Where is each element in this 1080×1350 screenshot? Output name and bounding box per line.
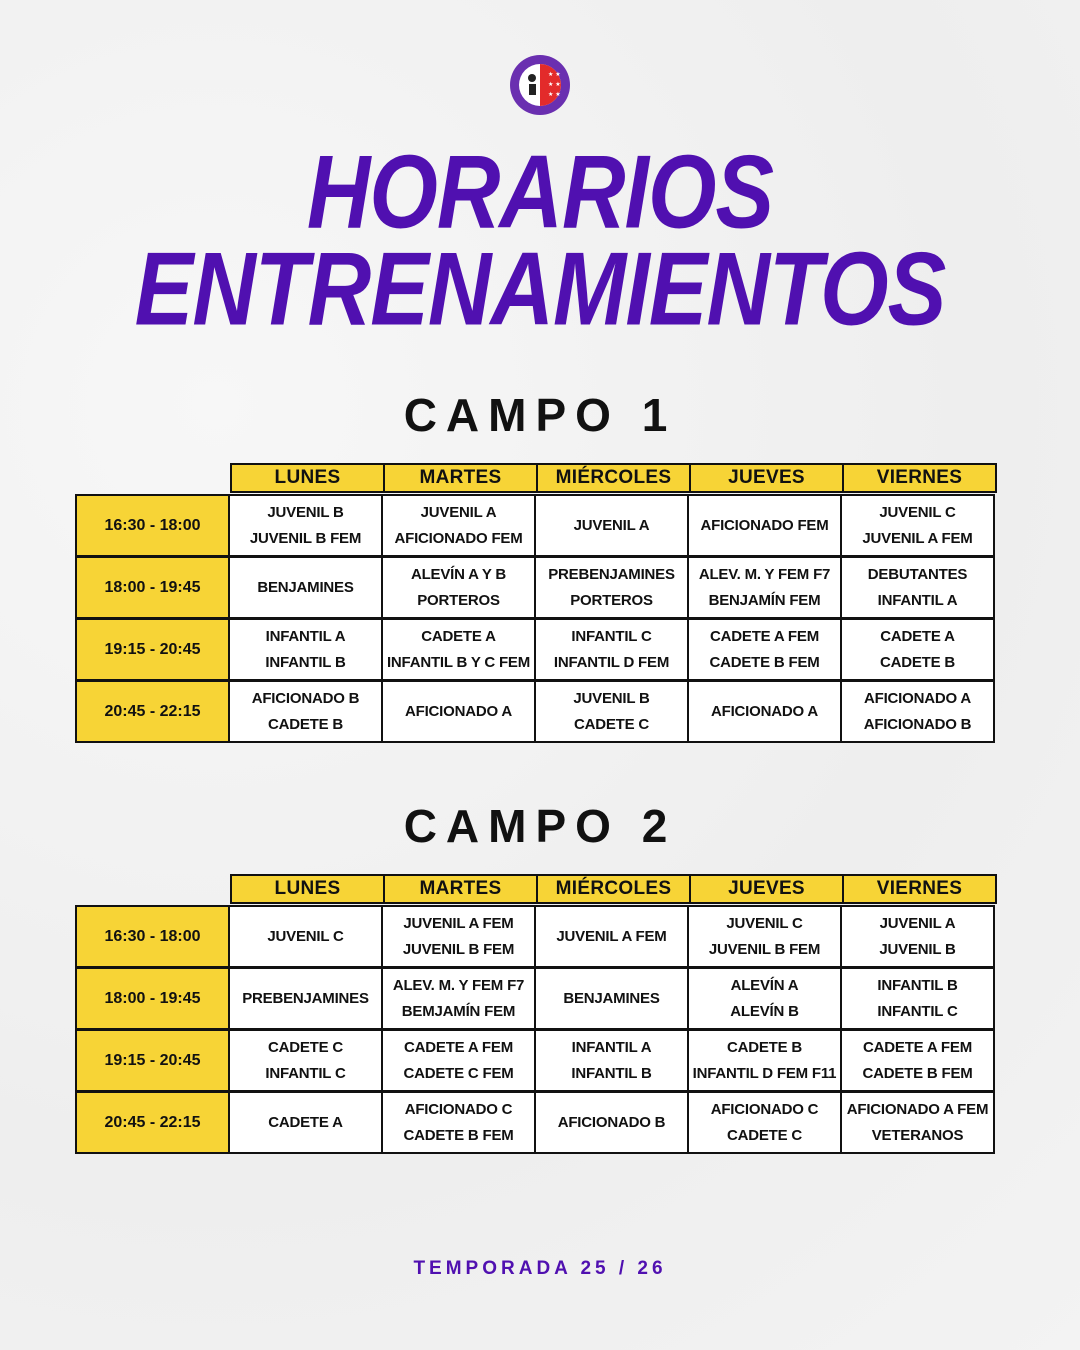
schedule-cell [840,556,995,619]
schedule-cell [840,1091,995,1154]
team-name: INFANTIL C [877,1002,958,1020]
team-name: CADETE A FEM [863,1038,972,1056]
schedule-cell [381,680,536,743]
schedule-row [75,1029,1003,1092]
team-name: ALEVÍN A [730,976,799,994]
team-name: CADETE B [726,1038,803,1056]
team-name: CADETE A FEM [404,1038,513,1056]
team-name: CADETE A FEM [710,627,819,645]
team-name: INFANTIL B Y C FEM [386,653,531,671]
team-name: INFANTIL C [571,627,652,645]
team-name: BENJAMINES [563,989,660,1007]
day-header: LUNES [230,874,385,904]
time-slot: 18:00 - 19:45 [75,556,230,619]
team-name: JUVENIL A [420,503,497,521]
schedule-cell [687,680,842,743]
schedule-row [75,967,1003,1030]
campo-2-schedule [75,874,1003,1154]
schedule-cell [228,967,383,1030]
day-header: LUNES [230,463,385,493]
schedule-cell [381,967,536,1030]
team-name: JUVENIL C [879,503,956,521]
team-name: AFICIONADO B [251,689,360,707]
schedule-cell [840,905,995,968]
team-name: INFANTIL D FEM F11 [692,1064,837,1082]
team-name: INFANTIL A [877,591,958,609]
team-name: JUVENIL A [573,516,650,534]
day-header: VIERNES [842,463,997,493]
schedule-cell [381,618,536,681]
day-header: MIÉRCOLES [536,463,691,493]
team-name: BENJAMINES [257,578,354,596]
schedule-cell [228,494,383,557]
team-name: JUVENIL B [267,503,344,521]
schedule-cell [381,905,536,968]
team-name: ALEVÍN A Y B [410,565,507,583]
schedule-cell [687,1091,842,1154]
schedule-row [75,680,1003,743]
day-header: MARTES [383,463,538,493]
team-name: AFICIONADO FEM [700,516,829,534]
team-name: PREBENJAMINES [242,989,369,1007]
team-name: JUVENIL B FEM [708,940,821,958]
schedule-cell [534,1091,689,1154]
team-name: AFICIONADO A [863,689,972,707]
schedule-cell [534,1029,689,1092]
schedule-cell [840,618,995,681]
time-slot: 20:45 - 22:15 [75,1091,230,1154]
day-header: MARTES [383,874,538,904]
day-header: JUEVES [689,874,844,904]
day-header-row [230,463,1003,493]
team-name: JUVENIL B [879,940,956,958]
team-name: JUVENIL B FEM [402,940,515,958]
team-name: PREBENJAMINES [548,565,675,583]
team-name: AFICIONADO C [710,1100,819,1118]
schedule-row [75,905,1003,968]
schedule-cell [534,618,689,681]
schedule-row [75,556,1003,619]
schedule-cell [228,1091,383,1154]
svg-text:★ ★: ★ ★ [548,81,561,88]
schedule-cell [687,494,842,557]
campo-1-schedule [75,463,1003,743]
team-name: BENJAMÍN FEM [708,591,821,609]
time-slot: 18:00 - 19:45 [75,967,230,1030]
time-slot: 16:30 - 18:00 [75,905,230,968]
team-name: AFICIONADO FEM [394,529,523,547]
schedule-row [75,1091,1003,1154]
schedule-body [75,494,1003,743]
title-line-2: ENTRENAMIENTOS [134,229,946,347]
team-name: VETERANOS [871,1126,964,1144]
schedule-cell [381,494,536,557]
schedule-cell [381,1091,536,1154]
team-name: CADETE B FEM [709,653,820,671]
time-slot: 16:30 - 18:00 [75,494,230,557]
team-name: AFICIONADO A [404,702,513,720]
schedule-cell [534,680,689,743]
team-name: INFANTIL B [571,1064,652,1082]
team-name: AFICIONADO B [863,715,972,733]
time-slot: 19:15 - 20:45 [75,618,230,681]
team-name: CADETE A [268,1113,343,1131]
team-name: DEBUTANTES [867,565,968,583]
schedule-cell [228,618,383,681]
team-name: INFANTIL B [265,653,346,671]
day-header: VIERNES [842,874,997,904]
schedule-body [75,905,1003,1154]
schedule-cell [381,556,536,619]
svg-text:★ ★: ★ ★ [548,91,561,98]
schedule-cell [687,905,842,968]
team-name: JUVENIL C [267,927,344,945]
season-footer: TEMPORADA 25 / 26 [413,1258,667,1279]
team-name: PORTEROS [417,591,500,609]
campo-2-title: CAMPO 2 [403,800,677,852]
svg-text:★ ★: ★ ★ [548,71,561,78]
team-name: CADETE B [879,653,956,671]
team-name: PORTEROS [570,591,653,609]
team-name: CADETE C [267,1038,344,1056]
title-line-1: HORARIOS [306,132,774,250]
team-name: AFICIONADO B [557,1113,666,1131]
team-name: JUVENIL A FEM [556,927,667,945]
team-name: CADETE B [267,715,344,733]
campo-1-title: CAMPO 1 [403,389,677,441]
schedule-cell [840,1029,995,1092]
team-name: JUVENIL A FEM [403,914,514,932]
schedule-cell [534,556,689,619]
time-slot: 20:45 - 22:15 [75,680,230,743]
day-header: JUEVES [689,463,844,493]
time-slot: 19:15 - 20:45 [75,1029,230,1092]
schedule-cell [228,680,383,743]
team-name: JUVENIL A [879,914,956,932]
team-name: AFICIONADO A FEM [846,1100,989,1118]
team-name: CADETE B FEM [862,1064,973,1082]
team-name: CADETE A [421,627,496,645]
schedule-cell [840,494,995,557]
team-name: CADETE C [726,1126,803,1144]
schedule-cell [687,556,842,619]
team-name: INFANTIL B [877,976,958,994]
team-name: AFICIONADO C [404,1100,513,1118]
schedule-cell [687,618,842,681]
schedule-cell [840,967,995,1030]
schedule-cell [687,1029,842,1092]
team-name: INFANTIL C [265,1064,346,1082]
schedule-cell [534,494,689,557]
team-name: CADETE C FEM [403,1064,514,1082]
club-crest-icon [504,54,576,116]
team-name: CADETE C [573,715,650,733]
schedule-row [75,494,1003,557]
team-name: CADETE B FEM [403,1126,514,1144]
team-name: JUVENIL B [573,689,650,707]
team-name: INFANTIL D FEM [553,653,670,671]
team-name: JUVENIL C [726,914,803,932]
team-name: INFANTIL A [265,627,346,645]
team-name: BEMJAMÍN FEM [401,1002,516,1020]
schedule-cell [534,905,689,968]
schedule-cell [381,1029,536,1092]
day-header: MIÉRCOLES [536,874,691,904]
club-logo [504,54,576,116]
schedule-cell [534,967,689,1030]
team-name: ALEV. M. Y FEM F7 [698,565,831,583]
team-name: ALEVÍN B [730,1002,799,1020]
schedule-cell [687,967,842,1030]
schedule-cell [228,556,383,619]
day-header-row [230,874,1003,904]
team-name: JUVENIL B FEM [249,529,362,547]
team-name: CADETE A [880,627,955,645]
team-name: INFANTIL A [571,1038,652,1056]
schedule-row [75,618,1003,681]
team-name: AFICIONADO A [710,702,819,720]
team-name: JUVENIL A FEM [862,529,973,547]
team-name: ALEV. M. Y FEM F7 [392,976,525,994]
schedule-cell [840,680,995,743]
schedule-cell [228,905,383,968]
schedule-cell [228,1029,383,1092]
